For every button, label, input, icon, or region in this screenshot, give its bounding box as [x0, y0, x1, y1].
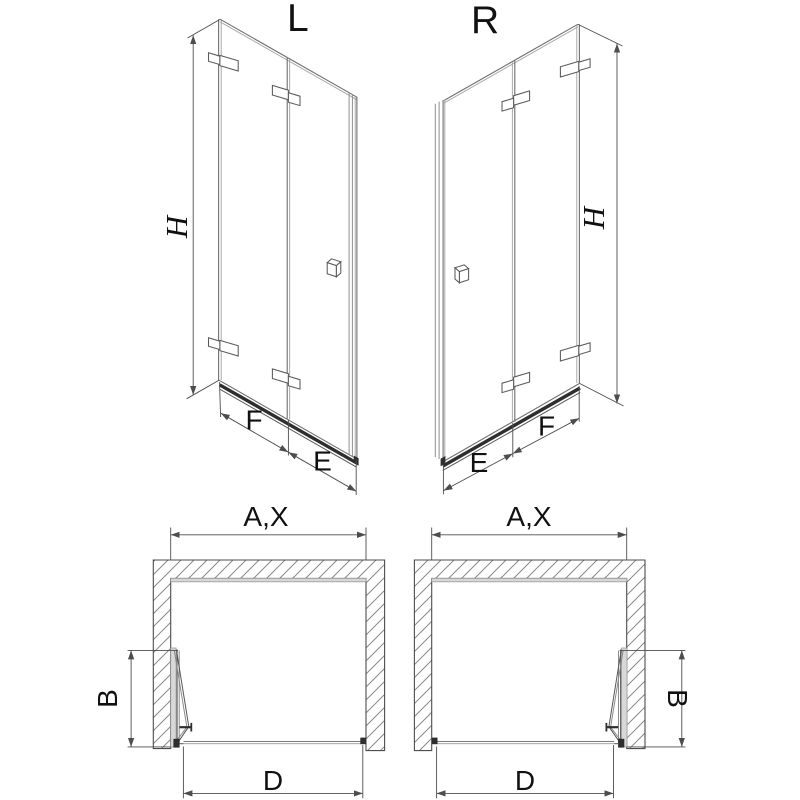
dim-label-fold-width-left: F	[245, 404, 263, 436]
closed-door-line-right-plan	[432, 738, 614, 745]
dim-opening-right-plan	[432, 501, 627, 560]
dim-label-depth-left-plan: B	[92, 689, 123, 708]
dim-label-height-right: H	[576, 206, 611, 230]
top-profile-right-plan	[432, 578, 627, 581]
top-profile-left-plan	[171, 578, 366, 581]
wall-profile-left-plan	[171, 648, 176, 747]
door-knob-right	[455, 265, 469, 283]
pivot-bracket-left-plan	[173, 739, 179, 748]
dim-entry-right-plan	[437, 745, 614, 798]
hinge-bottom-wall-right	[560, 343, 590, 361]
dim-label-side-width-left: E	[313, 445, 332, 477]
dim-label-entry-right-plan: D	[514, 765, 536, 796]
hinge-bottom-wall-left	[209, 338, 239, 356]
folded-door-right-plan	[606, 648, 627, 748]
dim-widths-right	[443, 386, 579, 494]
dim-label-height-left: H	[159, 215, 194, 239]
magnet-profile-left-plan	[360, 738, 366, 745]
folded-door-left-plan	[171, 648, 192, 748]
elevation-right-view	[435, 0, 623, 494]
hinge-bottom-fold-right	[502, 372, 530, 392]
dim-label-entry-left-plan: D	[262, 765, 284, 796]
walls-right-plan	[414, 560, 645, 751]
dim-label-fold-width-right: F	[537, 410, 556, 442]
door-knob-left	[327, 259, 341, 277]
closed-door-line-left-plan	[184, 738, 366, 745]
pivot-bracket-right-plan	[618, 739, 624, 748]
hinge-top-fold-left	[272, 85, 300, 105]
dim-widths-left	[220, 382, 357, 495]
bottom-rail-right	[441, 383, 581, 470]
dim-label-opening-right-plan: A,X	[506, 501, 552, 532]
variant-label-right: R	[471, 0, 500, 42]
plan-left-view	[92, 501, 385, 798]
elevation-left-view	[159, 0, 359, 495]
hinge-top-wall-left	[209, 53, 239, 71]
variant-label-left: L	[287, 0, 309, 40]
dim-entry-left-plan	[183, 745, 362, 798]
dim-label-side-width-right: E	[469, 447, 489, 478]
door-glass-left	[219, 19, 357, 458]
hinge-top-wall-right	[560, 59, 590, 77]
dim-label-opening-left-plan: A,X	[243, 501, 289, 532]
hinge-top-fold-right	[502, 91, 530, 111]
wall-profile-right-plan	[622, 648, 627, 747]
dim-opening-left-plan	[171, 501, 366, 560]
dim-label-depth-right-plan: B	[662, 689, 693, 708]
magnet-profile-right-plan	[432, 738, 438, 745]
plan-right-view	[414, 501, 693, 798]
hinge-bottom-fold-left	[272, 369, 300, 389]
